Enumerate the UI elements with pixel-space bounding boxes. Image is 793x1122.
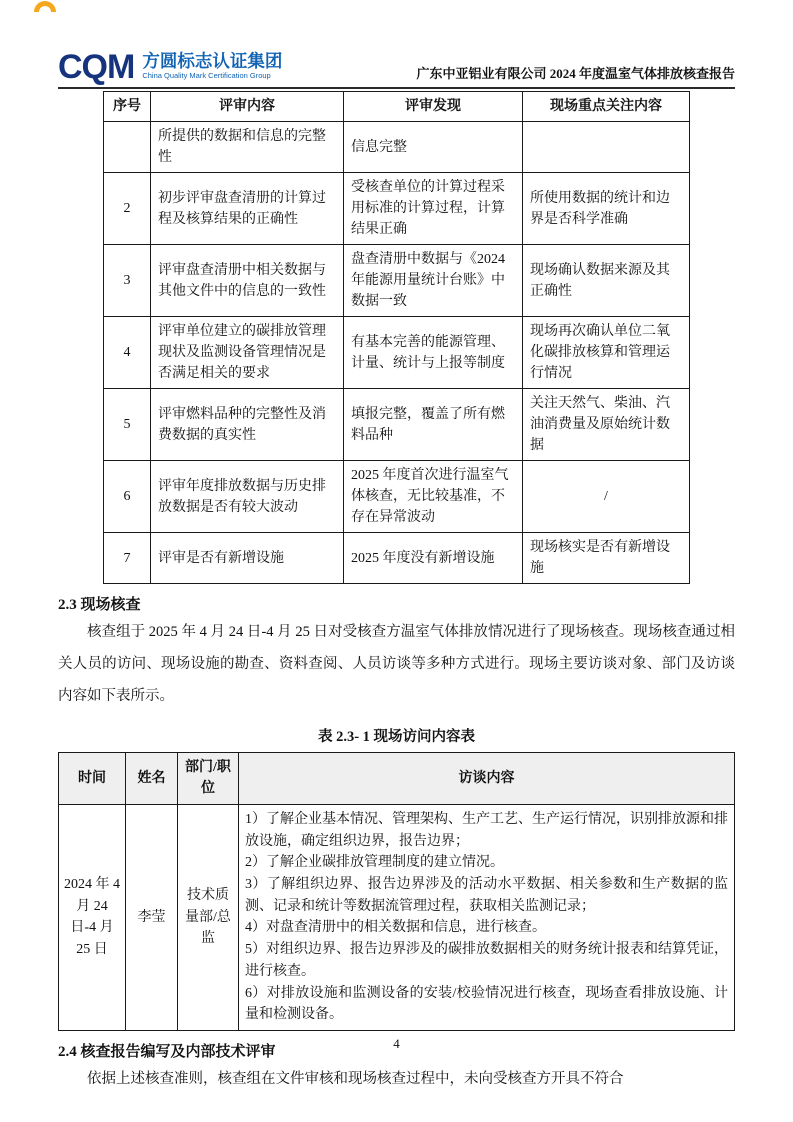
cell-finding: 填报完整，覆盖了所有燃料品种 — [344, 389, 523, 461]
cell-interview-content — [239, 805, 735, 1031]
cell-focus: / — [523, 461, 690, 533]
cell-no: 3 — [104, 245, 151, 317]
cell-content: 所提供的数据和信息的完整性 — [151, 122, 344, 173]
cell-content: 评审燃料品种的完整性及消费数据的真实性 — [151, 389, 344, 461]
review-table-header-row — [104, 92, 690, 122]
table-row — [104, 389, 690, 461]
cell-dept: 技术质量部/总监 — [178, 805, 239, 1031]
table-row — [59, 805, 735, 1031]
cell-finding: 有基本完善的能源管理、计量、统计与上报等制度 — [344, 317, 523, 389]
cell-time: 2024 年 4 月 24 日-4 月 25 日 — [59, 805, 126, 1031]
document-title: 广东中亚铝业有限公司 2024 年度温室气体排放核查报告 — [416, 66, 735, 81]
cell-finding: 信息完整 — [344, 122, 523, 173]
cqm-logo — [58, 40, 282, 84]
cqm-logo-arc-icon — [34, 1, 56, 12]
cell-focus: 现场再次确认单位二氧化碳排放核算和管理运行情况 — [523, 317, 690, 389]
cell-finding: 2025 年度没有新增设施 — [344, 533, 523, 584]
cell-content: 初步评审盘查清册的计算过程及核算结果的正确性 — [151, 173, 344, 245]
table-row — [104, 122, 690, 173]
cell-focus — [523, 122, 690, 173]
cqm-logo-cn-name: 方圆标志认证集团 — [142, 50, 283, 71]
review-col-header-content: 评审内容 — [151, 92, 344, 122]
visit-col-header-content: 访谈内容 — [239, 752, 735, 804]
visit-col-header-dept: 部门/职位 — [178, 752, 239, 804]
cqm-logo-acronym: CQM — [58, 48, 135, 86]
review-col-header-no: 序号 — [104, 92, 151, 122]
cell-finding: 2025 年度首次进行温室气体核查，无比较基准，不存在异常波动 — [344, 461, 523, 533]
table-row — [104, 461, 690, 533]
cell-focus: 关注天然气、柴油、汽油消费量及原始统计数据 — [523, 389, 690, 461]
cqm-logo-en-name: China Quality Mark Certification Group — [142, 70, 271, 80]
cell-content: 评审是否有新增设施 — [151, 533, 344, 584]
interview-item: 2）了解企业碳排放管理制度的建立情况。 — [245, 855, 504, 871]
page-header — [58, 40, 735, 84]
table-row — [104, 173, 690, 245]
section-2-4-paragraph: 依据上述核查准则，核查组在文件审核和现场核查过程中，未向受核查方开具不符合 — [87, 1070, 624, 1087]
page-number: 4 — [393, 1036, 400, 1051]
cqm-logo-names — [142, 43, 282, 82]
review-col-header-finding: 评审发现 — [344, 92, 523, 122]
interview-item: 6）对排放设施和监测设备的安装/校验情况进行核查，现场查看排放设施、计量和检测设备。 — [245, 985, 728, 1023]
cell-finding: 盘查清册中数据与《2024 年能源用量统计台账》中数据一致 — [344, 245, 523, 317]
cell-no: 2 — [104, 173, 151, 245]
cell-no: 6 — [104, 461, 151, 533]
section-2-3-heading: 2.3 现场核查 — [58, 597, 141, 613]
interview-item: 4）对盘查清册中的相关数据和信息，进行核查。 — [245, 920, 546, 936]
table-row — [104, 533, 690, 584]
table-row — [104, 245, 690, 317]
cell-content: 评审年度排放数据与历史排放数据是否有较大波动 — [151, 461, 344, 533]
interview-items — [245, 809, 728, 1026]
header-rule — [58, 87, 735, 89]
cell-focus: 现场核实是否有新增设施 — [523, 533, 690, 584]
cell-no: 7 — [104, 533, 151, 584]
cell-focus: 所使用数据的统计和边界是否科学准确 — [523, 173, 690, 245]
interview-item: 5）对组织边界、报告边界涉及的碳排放数据相关的财务统计报表和结算凭证，进行核查。 — [245, 942, 728, 979]
section-2-3-paragraph: 核查组于 2025 年 4 月 24 日-4 月 25 日对受核查方温室气体排放情况进行了现场核查。现场核查通过相关人员的访问、现场设施的勘查、资料查阅、人员访谈等多种方式进行。现场主要访谈对象、部门及访谈内容如下表所示。 — [58, 624, 735, 704]
visit-col-header-name: 姓名 — [126, 752, 178, 804]
interview-item: 3）了解组织边界、报告边界涉及的活动水平数据、相关参数和生产数据的监测、记录和统计等数据流管理过程，获取相关监测记录； — [245, 877, 728, 914]
interview-item: 1）了解企业基本情况、管理架构、生产工艺、生产运行情况，识别排放源和排放设施，确定组织边界，报告边界； — [245, 812, 728, 849]
cell-finding: 受核查单位的计算过程采用标准的计算过程，计算结果正确 — [344, 173, 523, 245]
cell-no: 5 — [104, 389, 151, 461]
cell-content: 评审盘查清册中相关数据与其他文件中的信息的一致性 — [151, 245, 344, 317]
section-2-4-heading: 2.4 核查报告编写及内部技术评审 — [58, 1043, 276, 1060]
table-row — [104, 317, 690, 389]
cell-content: 评审单位建立的碳排放管理现状及监测设备管理情况是否满足相关的要求 — [151, 317, 344, 389]
visit-col-header-time: 时间 — [59, 752, 126, 804]
review-table — [103, 91, 690, 584]
review-col-header-focus: 现场重点关注内容 — [523, 92, 690, 122]
cell-no — [104, 122, 151, 173]
cell-focus: 现场确认数据来源及其正确性 — [523, 245, 690, 317]
visit-table-caption: 表 2.3- 1 现场访问内容表 — [317, 728, 476, 745]
visit-table — [58, 752, 735, 1031]
cell-name: 李莹 — [126, 805, 178, 1031]
visit-table-header-row — [59, 752, 735, 804]
cell-no: 4 — [104, 317, 151, 389]
